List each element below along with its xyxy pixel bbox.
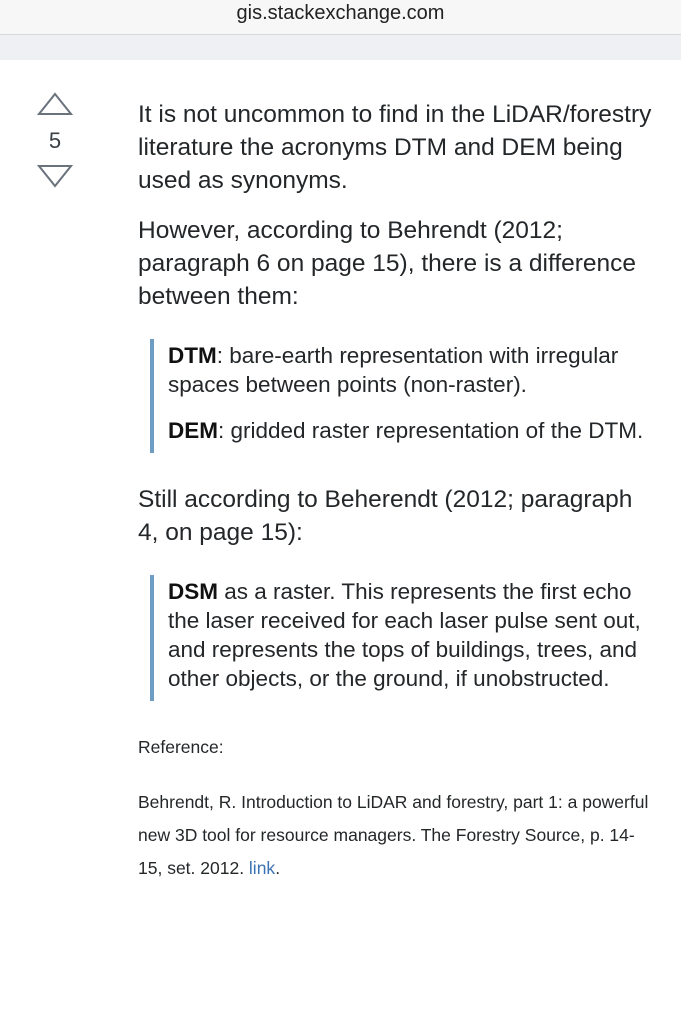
quote-item xyxy=(168,416,653,445)
definition: : bare-earth representation with irregular spaces between points (non-raster). xyxy=(168,343,619,397)
downvote-arrow-icon[interactable] xyxy=(37,164,73,188)
quote-item xyxy=(168,577,653,693)
vote-count: 5 xyxy=(48,128,62,153)
definition: as a raster. This represents the first echo the laser received for each laser pulse sent out, and represents the tops of buildings, trees, and other objects, or the ground, if unobstructed. xyxy=(168,579,641,691)
quote-item xyxy=(168,341,653,399)
reference-citation: Behrendt, R. Introduction to LiDAR and forestry, part 1: a powerful new 3D tool for resource managers. The Forestry Source, p. 14-15, set. 2012. xyxy=(138,792,649,878)
blockquote xyxy=(150,339,653,453)
term: DEM xyxy=(168,418,218,443)
answer-paragraph: Still according to Beherendt (2012; paragraph 4, on page 15): xyxy=(138,486,633,546)
definition: : gridded raster representation of the DTM. xyxy=(218,418,644,443)
answer-body xyxy=(138,98,653,885)
reference-end: . xyxy=(275,858,281,878)
term: DTM xyxy=(168,343,217,368)
term: DSM xyxy=(168,579,218,604)
header-band xyxy=(0,35,681,60)
answer-paragraph: However, according to Behrendt (2012; paragraph 6 on page 15), there is a difference between them: xyxy=(138,217,637,310)
reference-link[interactable]: link xyxy=(248,858,276,878)
answer-paragraph: It is not uncommon to find in the LiDAR/forestry literature the acronyms DTM and DEM being used as synonyms. xyxy=(138,101,652,194)
upvote-arrow-icon[interactable] xyxy=(37,92,73,116)
vote-panel xyxy=(30,92,80,188)
blockquote xyxy=(150,575,653,701)
reference-text xyxy=(138,786,653,885)
reference-label: Reference: xyxy=(138,737,224,757)
address-bar[interactable] xyxy=(0,0,681,35)
url-text: gis.stackexchange.com xyxy=(236,2,445,24)
